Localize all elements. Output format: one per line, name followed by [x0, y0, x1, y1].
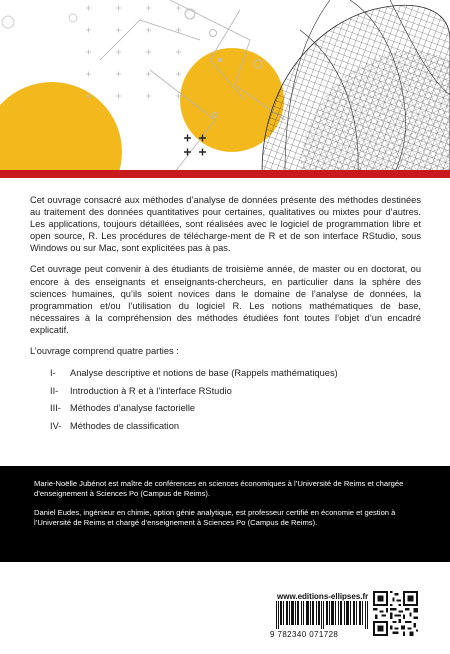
- barcode-icon: [276, 601, 370, 629]
- description-paragraph-2: Cet ouvrage peut convenir à des étudiants de troisième année, de master ou en doctorat, ou encore à des enseignants et enseignants-chercheurs, en particulier dans la sphère des sciences humaines, qu’ils soient novices dans le domaine de l’analyse de données, la programmation et/ou l’utilisation du logiciel R. Les notions mathématiques de base, nécessaires à la compréhension des méthodes étudiées font toutes l’objet d’un encadré explicatif.: [30, 264, 421, 335]
- part-number: IV-: [50, 420, 62, 431]
- part-title: Analyse descriptive et notions de base (Rappels mathématiques): [70, 368, 338, 379]
- cover-illustration: [0, 0, 450, 176]
- description-block: [30, 194, 421, 435]
- author-bio-jubenot: Marie-Noëlle Jubénot est maître de conférences en sciences économiques à l’Université de Reims et chargée d’enseignement à Sciences Po (Campus de Reims).: [34, 479, 404, 498]
- part-number: III-: [50, 403, 61, 414]
- parts-intro: L’ouvrage comprend quatre parties :: [30, 346, 179, 357]
- part-number: I-: [50, 368, 56, 379]
- red-divider-band: [0, 170, 450, 178]
- list-item: [30, 383, 421, 401]
- list-item: [30, 400, 421, 418]
- part-number: II-: [50, 385, 59, 396]
- authors-band: [0, 466, 450, 562]
- part-title: Méthodes d’analyse factorielle: [70, 403, 196, 414]
- part-title: Introduction à R et à l’interface RStudio: [70, 385, 232, 396]
- author-bio-eudes: Daniel Eudes, ingénieur en chimie, option génie analytique, est professeur certifié en économie et gestion à l’Université de Reims et chargé d’enseignement à Sciences Po (Campus de Reims).: [34, 508, 396, 527]
- wireframe-sphere: [262, 0, 450, 172]
- list-item: [30, 418, 421, 436]
- publisher-website[interactable]: www.editions-ellipses.fr: [277, 592, 369, 601]
- yellow-disc-left: [0, 82, 122, 176]
- list-item: [30, 365, 421, 383]
- parts-list: [30, 365, 421, 435]
- isbn-number: 9 782340 071728: [270, 630, 339, 639]
- description-paragraph-1: Cet ouvrage consacré aux méthodes d’analyse de données présente des méthodes destinées au traitement des données quantitatives pour certaines, qualitatives ou mixtes pour d’autres. Les applications, toujours détaillées, sont réalisées avec le logiciel de programmation libre et open source, R. Les procédures de télécharge-ment de R et de son interface RStudio, sous Windows ou sur Mac, sont explicitées pas à pas.: [30, 195, 421, 254]
- part-title: Méthodes de classification: [70, 420, 180, 431]
- qr-code-icon: [373, 591, 418, 636]
